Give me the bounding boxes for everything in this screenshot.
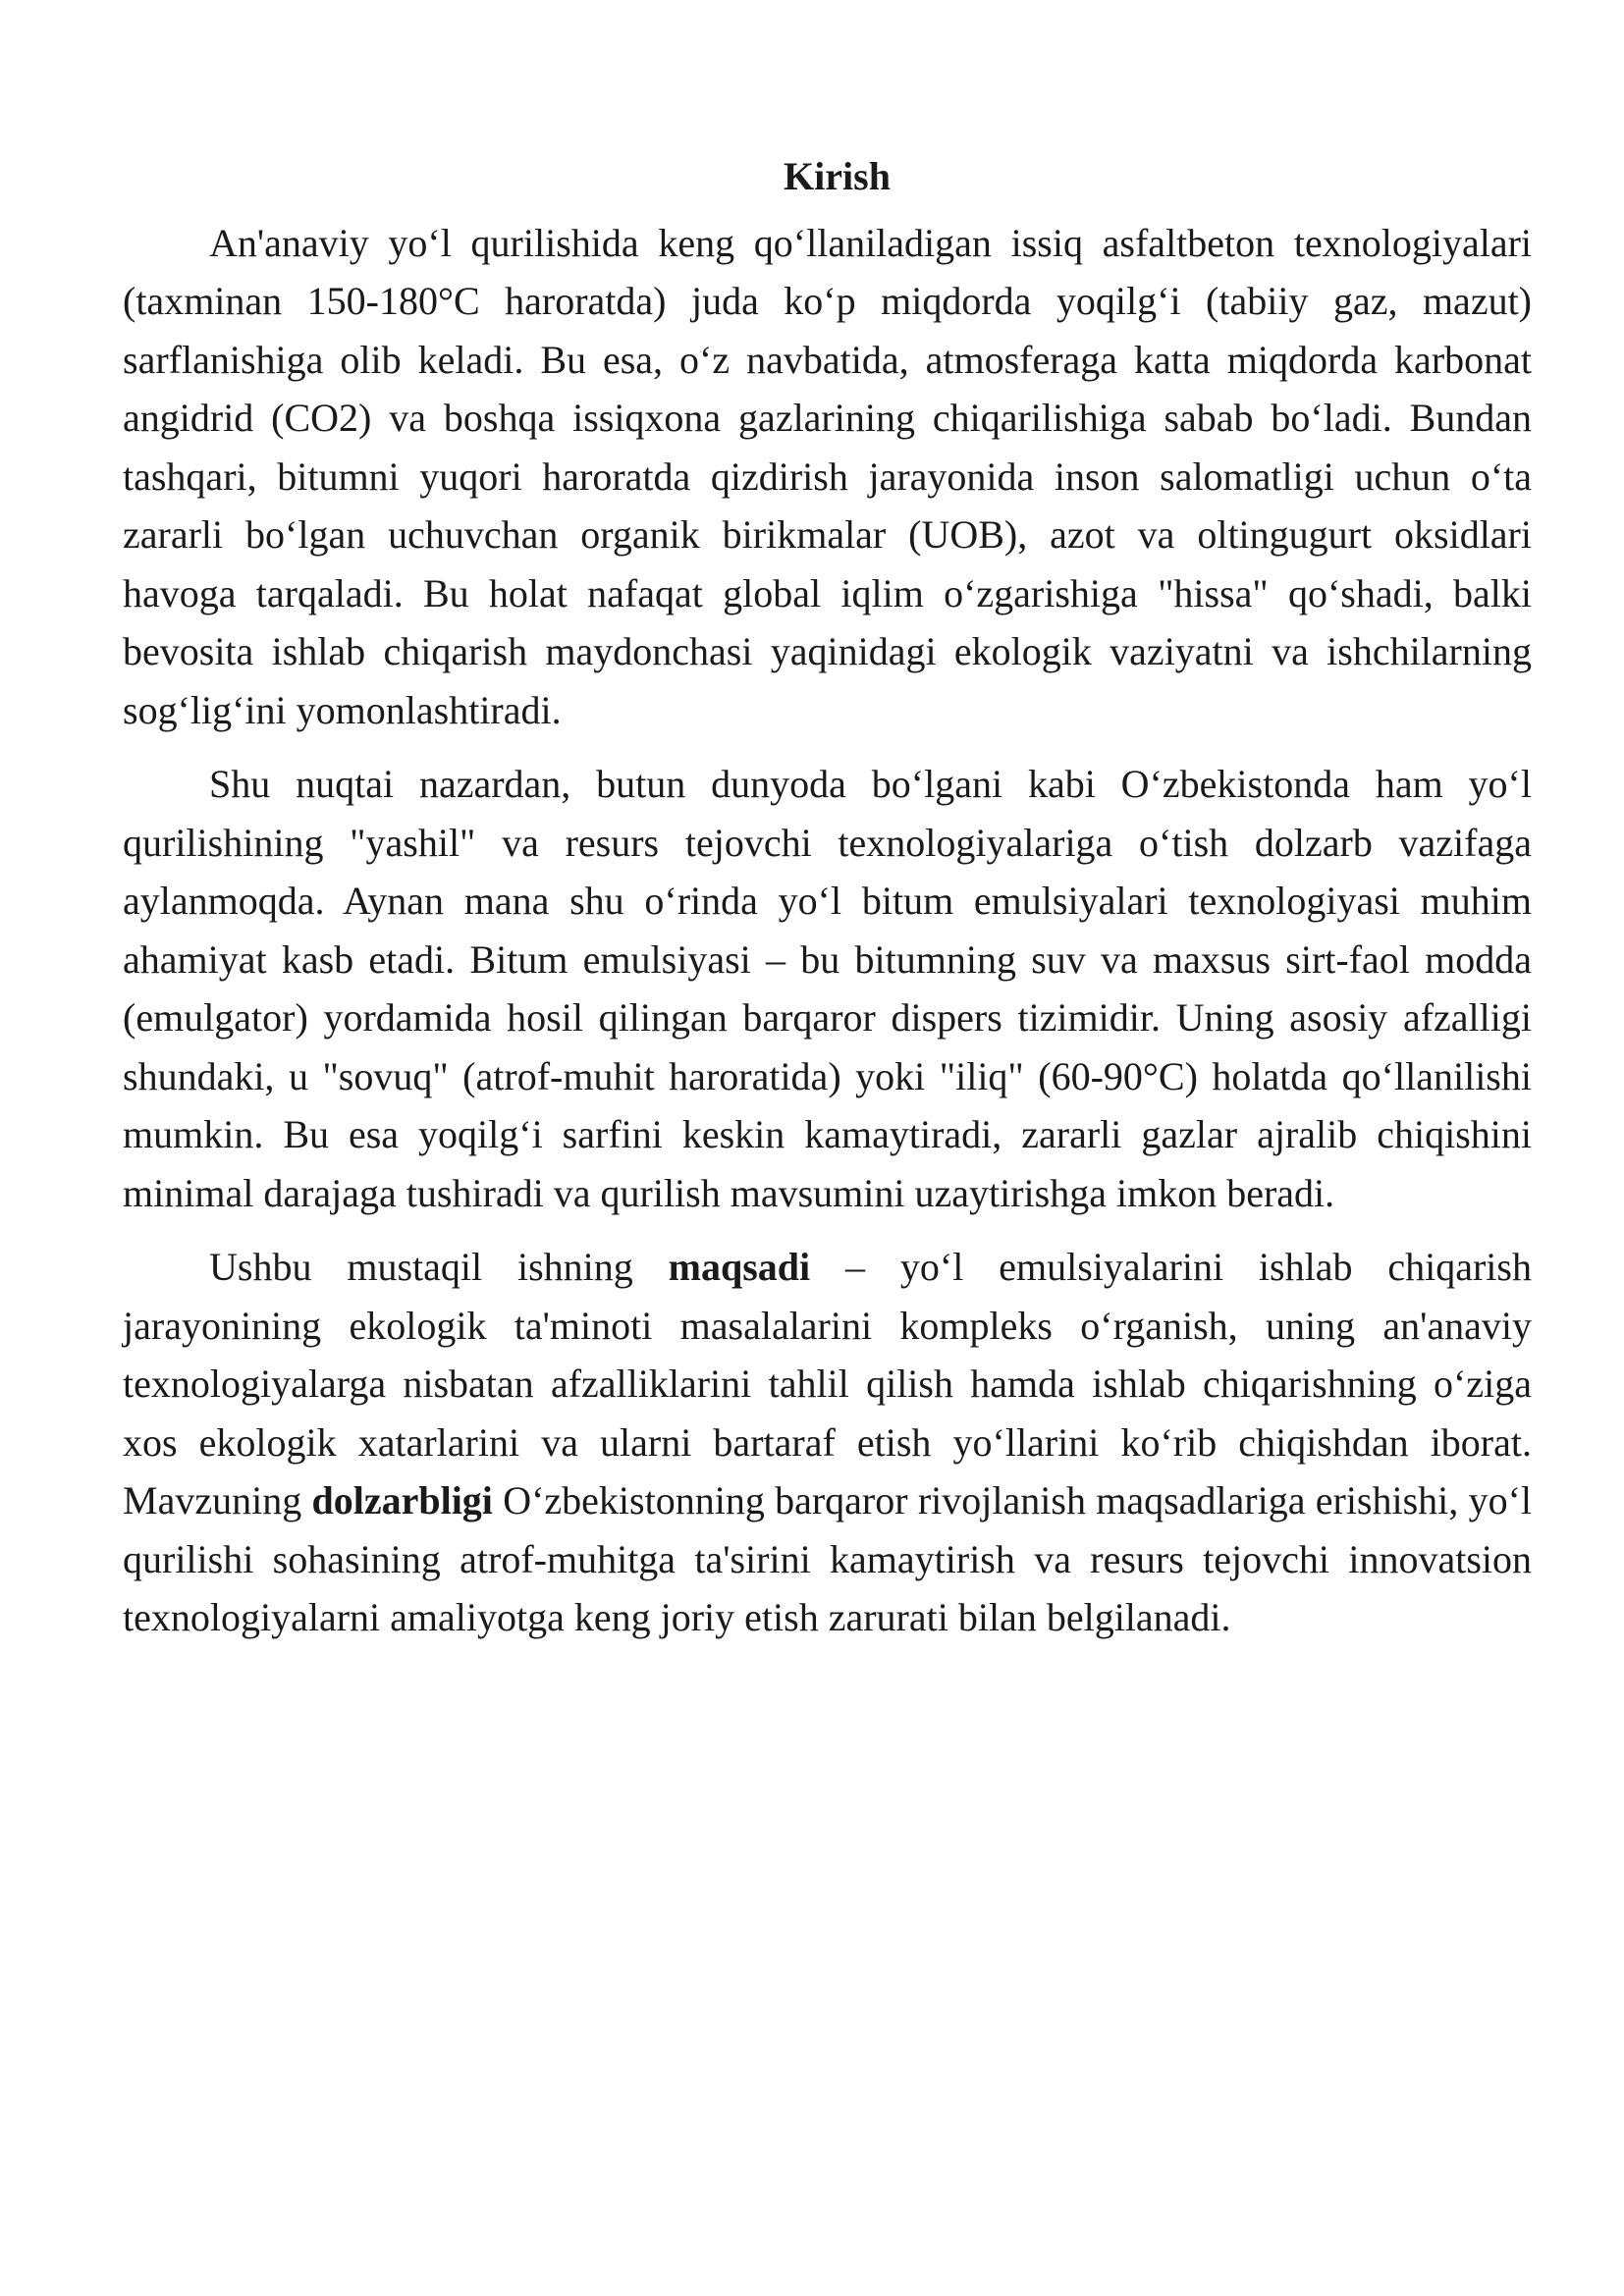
term-maqsadi: maqsadi: [668, 1245, 811, 1289]
paragraph-3-text-c: O‘zbekistonning barqaror rivojlanish maqsadlariga erishishi, yo‘l qurilishi sohasining atrof-muhitga ta'sirini kamaytirish va resurs tejovchi innovatsion texnologiyalarni amaliyotga keng joriy etish zarurati bilan belgilanadi.: [123, 1478, 1533, 1639]
paragraph-3: [123, 1238, 1532, 1647]
term-dolzarbligi: dolzarbligi: [311, 1478, 493, 1522]
paragraph-1: An'anaviy yo‘l qurilishida keng qo‘llaniladigan issiq asfaltbeton texnologiyalari (taxminan 150-180°C haroratda) juda ko‘p miqdorda yoqilg‘i (tabiiy gaz, mazut) sarflanishiga olib keladi. Bu esa, o‘z navbatida, atmosferaga katta miqdorda karbonat angidrid (CO2) va boshqa issiqxona gazlarining chiqarilishiga sabab bo‘ladi. Bundan tashqari, bitumni yuqori haroratda qizdirish jarayonida inson salomatligi uchun o‘ta zararli bo‘lgan uchuvchan organik birikmalar (UOB), azot va oltingugurt oksidlari havoga tarqaladi. Bu holat nafaqat global iqlim o‘zgarishiga "hissa" qo‘shadi, balki bevosita ishlab chiqarish maydonchasi yaqinidagi ekologik vaziyatni va ishchilarning sog‘lig‘ini yomonlashtiradi.: [123, 220, 1532, 732]
paragraph-2: Shu nuqtai nazardan, butun dunyoda bo‘lgani kabi O‘zbekistonda ham yo‘l qurilishining "yashil" va resurs tejovchi texnologiyalariga o‘tish dolzarb vazifaga aylanmoqda. Aynan mana shu o‘rinda yo‘l bitum emulsiyalari texnologiyasi muhim ahamiyat kasb etadi. Bitum emulsiyasi – bu bitumning suv va maxsus sirt-faol modda (emulgator) yordamida hosil qilingan barqaror dispers tizimidir. Uning asosiy afzalligi shundaki, u "sovuq" (atrof-muhit haroratida) yoki "iliq" (60-90°C) holatda qo‘llanilishi mumkin. Bu esa yoqilg‘i sarfini keskin kamaytiradi, zararli gazlar ajralib chiqishini minimal darajaga tushiradi va qurilish mavsumini uzaytirishga imkon beradi.: [123, 762, 1532, 1215]
document-body: [123, 147, 1532, 1663]
paragraph-3-text-b: – yo‘l emulsiyalarini ishlab chiqarish jarayonining ekologik ta'minoti masalalarini kompleks o‘rganish, uning an'anaviy texnologiyalarga nisbatan afzalliklarini tahlil qilish hamda ishlab chiqarishning o‘ziga xos ekologik xatarlarini va ularni bartaraf etish yo‘llarini ko‘rib chiqishdan iborat. Mavzuning: [123, 1245, 1532, 1522]
paragraph-3-text-a: Ushbu mustaqil ishning: [209, 1245, 669, 1289]
section-title: Kirish: [784, 154, 891, 198]
